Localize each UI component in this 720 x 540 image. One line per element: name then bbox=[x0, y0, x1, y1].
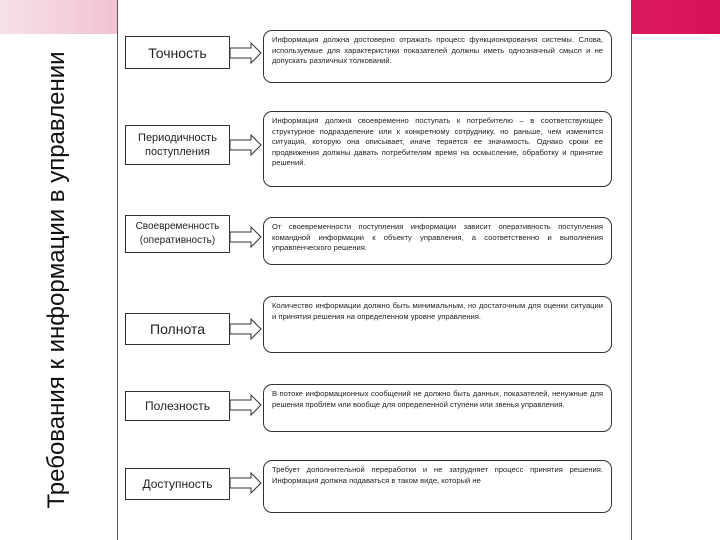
label-periodicity: Периодичность поступления bbox=[125, 125, 230, 165]
desc-usefulness: В потоке информационных сообщений не должно быть данных, показателей, ненужные для решения проблем или вообще для определенной ступени или звенья управления. bbox=[263, 384, 612, 432]
arrow-1 bbox=[230, 43, 261, 63]
desc-timeliness: От своевременности поступления информации зависит оперативность поступления командной информации к объекту управления, а соответственно и выполнения управленческого решения. bbox=[263, 217, 612, 265]
desc-accessibility: Требует дополнительной переработки и не затрудняет процесс принятия решения. Информация должна подаваться в таком виде, который не bbox=[263, 460, 612, 513]
arrow-6 bbox=[230, 473, 261, 493]
desc-completeness: Количество информации должно быть минимальным, но достаточным для оценки ситуации и принятия решения на определенном уровне управления. bbox=[263, 296, 612, 353]
desc-accuracy: Информация должна достоверно отражать процесс функционирования системы. Слова, используемые для характеристики показателей должны иметь однозначный смысл и не допускать различных толкований. bbox=[263, 30, 612, 83]
arrow-4 bbox=[230, 319, 261, 339]
arrow-2 bbox=[230, 135, 261, 155]
label-usefulness: Полезность bbox=[125, 391, 230, 421]
label-accessibility: Доступность bbox=[125, 468, 230, 500]
vertical-title: Требования к информации в управлении bbox=[43, 51, 70, 509]
desc-periodicity: Информация должна своевременно поступать к потребителю – в соответствующее структурное подразделение или к конкретному сотруднику, но раньше, чем изменится ситуация, которую она описывает, иначе теряется ее значимость. Однако сроки ее продвижения должны давать потребителям время на осмысление, обработку и принятие решений. bbox=[263, 111, 612, 187]
label-accuracy: Точность bbox=[125, 36, 230, 69]
label-completeness: Полнота bbox=[125, 313, 230, 345]
arrow-5 bbox=[230, 395, 261, 415]
label-timeliness: Своевременность (оперативность) bbox=[125, 215, 230, 253]
arrow-3 bbox=[230, 227, 261, 247]
